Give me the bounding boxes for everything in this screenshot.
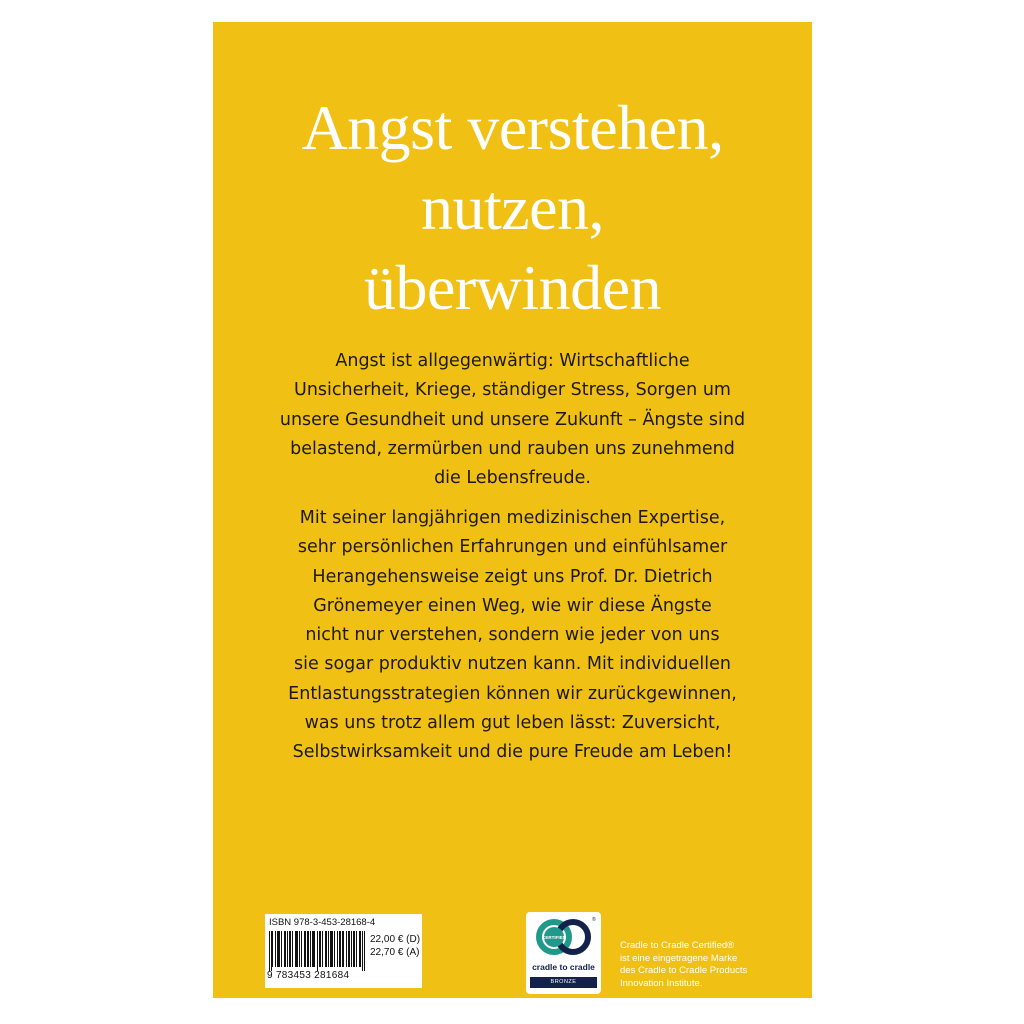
barcode-bar — [337, 931, 338, 967]
cradle-to-cradle-badge — [526, 912, 601, 994]
barcode-bar — [313, 931, 314, 967]
badge-word: cradle to cradle — [532, 962, 595, 972]
barcode-icon — [269, 931, 365, 971]
certification-line: des Cradle to Cradle Products — [620, 965, 748, 976]
barcode-bar — [271, 931, 272, 971]
barcode-bar — [353, 931, 354, 967]
barcode-bar — [312, 931, 313, 967]
barcode-bar — [364, 931, 365, 971]
barcode-bar — [339, 931, 340, 967]
title-line: Angst verstehen, — [301, 92, 724, 163]
barcode-bar — [285, 931, 286, 967]
barcode-bar — [342, 931, 343, 967]
publisher-website: WWW.LUDWIG-VERLAG.DE — [259, 1003, 423, 1014]
certification-line: Cradle to Cradle Certified® — [620, 940, 735, 951]
cradle-to-cradle-logo-icon — [526, 912, 601, 962]
barcode-bar — [322, 931, 323, 967]
barcode-bar — [340, 931, 341, 967]
barcode-bar — [305, 931, 306, 967]
blurb-line: unsere Gesundheit und unsere Zukunft – Ängste sind — [279, 409, 746, 430]
barcode-bar — [277, 931, 278, 967]
barcode-bar — [310, 931, 311, 967]
blurb-line: Unsicherheit, Kriege, ständiger Stress, Sorgen um — [294, 380, 731, 401]
blurb-line: was uns trotz allem gut leben lässt: Zuversicht, — [304, 713, 721, 734]
barcode-bar — [360, 931, 361, 967]
barcode-bar — [326, 931, 327, 967]
blurb-line: belastend, zermürben und rauben uns zunehmend — [290, 438, 735, 459]
barcode-bar — [275, 931, 276, 967]
price-germany: 22,00 € (D) — [370, 934, 421, 945]
isbn-label: ISBN 978-3-453-28168-4 — [269, 917, 376, 928]
barcode-bar — [272, 931, 273, 967]
barcode-bar — [359, 931, 360, 967]
barcode-bar — [356, 931, 357, 967]
blurb-line: sehr persönlichen Erfahrungen und einfühlsamer — [297, 537, 728, 558]
blurb-line: Entlastungsstrategien können wir zurückgewinnen, — [288, 683, 737, 704]
barcode-bar — [320, 931, 321, 967]
barcode-bar — [317, 931, 318, 971]
barcode-bar — [346, 931, 347, 967]
barcode-bar — [354, 931, 355, 967]
barcode-bar — [297, 931, 298, 967]
svg-text:®: ® — [592, 917, 596, 923]
badge-level: BRONZE — [530, 977, 597, 988]
barcode-bar — [281, 931, 282, 967]
blurb-line: Mit seiner langjährigen medizinischen Expertise, — [299, 508, 726, 528]
barcode-bar — [279, 931, 280, 967]
back-cover — [213, 22, 812, 1014]
barcode-bar — [287, 931, 288, 967]
barcode-bar — [269, 931, 270, 971]
blurb-line: Selbstwirksamkeit und die pure Freude am Leben! — [292, 742, 733, 763]
barcode-bar — [328, 931, 329, 967]
title-line: überwinden — [363, 252, 662, 323]
barcode-bar — [348, 931, 349, 967]
blurb-line: Angst ist allgegenwärtig: Wirtschaftliche — [335, 351, 690, 371]
blurb-paragraph-2 — [213, 504, 812, 768]
barcode-bar — [343, 931, 344, 967]
barcode-bar — [349, 931, 350, 967]
barcode-bar — [332, 931, 333, 967]
barcode-bar — [292, 931, 293, 967]
blurb-paragraph-1 — [213, 347, 812, 493]
isbn-barcode — [265, 914, 422, 988]
blurb-line: sie sogar produktiv nutzen kann. Mit individuellen — [294, 654, 731, 675]
blurb-line: Grönemeyer einen Weg, wie wir diese Ängste — [313, 595, 712, 616]
barcode-bar — [299, 931, 300, 967]
barcode-bar — [295, 931, 296, 967]
barcode-bar — [314, 931, 315, 967]
barcode-bar — [284, 931, 285, 967]
barcode-bar — [307, 931, 308, 967]
barcode-bar — [296, 931, 297, 967]
title-line: nutzen, — [420, 172, 605, 243]
certification-note — [620, 940, 747, 990]
barcode-bar — [290, 931, 291, 967]
blurb-line: die Lebensfreude. — [434, 468, 591, 489]
barcode-bar — [362, 931, 363, 971]
barcode-bar — [351, 931, 352, 967]
blurb-line: nicht nur verstehen, sondern wie jeder von uns — [305, 625, 720, 646]
certification-line: ist eine eingetragene Marke — [620, 952, 738, 964]
barcode-bar — [308, 931, 309, 967]
barcode-bar — [325, 931, 326, 967]
barcode-bar — [334, 931, 335, 967]
barcode-bar — [289, 931, 290, 967]
isbn-digits: 9 783453 281684 — [267, 970, 350, 981]
price-austria: 22,70 € (A) — [370, 947, 420, 958]
barcode-bar — [304, 931, 305, 967]
barcode-bar — [319, 931, 320, 967]
badge-certified-text: CERTIFIED — [542, 935, 566, 940]
certification-line: Innovation Institute. — [620, 977, 703, 989]
blurb-line: Herangehensweise zeigt uns Prof. Dr. Dietrich — [312, 566, 713, 587]
barcode-bar — [301, 931, 302, 967]
barcode-bar — [331, 931, 332, 967]
barcode-bar — [330, 931, 331, 967]
barcode-bar — [278, 931, 279, 967]
cover-title — [213, 88, 812, 328]
